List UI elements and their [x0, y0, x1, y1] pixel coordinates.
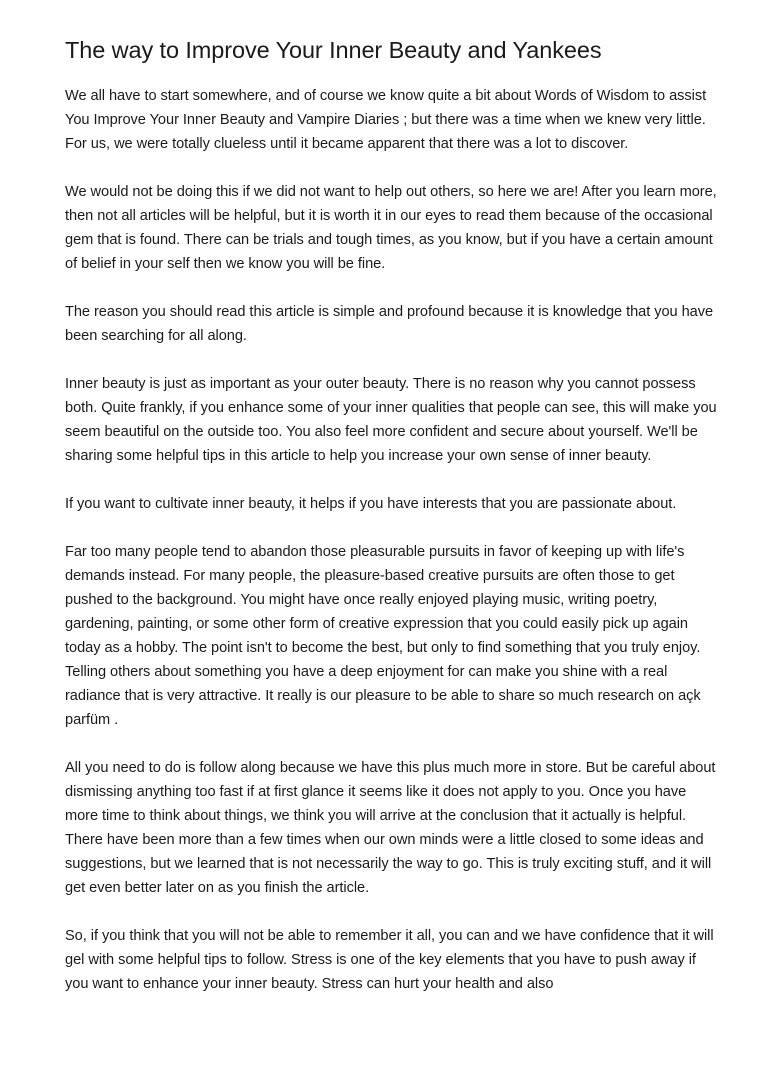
page-title: The way to Improve Your Inner Beauty and Yankees — [65, 37, 602, 63]
paragraph-7: All you need to do is follow along because we have this plus much more in store. But be careful about dismissing anything too fast if at first glance it seems like it does not apply to you. Once you have more time to think about things, we think you will arrive at the conclusion that it actually is helpful. There have been more than a few times when our own minds were a little closed to some ideas and suggestions, but we learned that is not necessarily the way to go. This is truly exciting stuff, and it will get even better later on as you finish the article. — [65, 760, 716, 896]
paragraph-5: If you want to cultivate inner beauty, it helps if you have interests that you are passionate about. — [65, 496, 677, 512]
paragraph-2: We would not be doing this if we did not want to help out others, so here we are! After you learn more, then not all articles will be helpful, but it is worth it in our eyes to read them because of the occasional gem that is found. There can be trials and tough times, as you know, but if you have a certain amount of belief in your self then we know you will be fine. — [65, 184, 717, 272]
paragraph-4: Inner beauty is just as important as your outer beauty. There is no reason why you cannot possess both. Quite frankly, if you enhance some of your inner qualities that people can see, this will make you seem beautiful on the outside too. You also feel more confident and secure about yourself. We'll be sharing some helpful tips in this article to help you increase your own sense of inner beauty. — [65, 376, 717, 464]
paragraph-6: Far too many people tend to abandon those pleasurable pursuits in favor of keeping up with life's demands instead. For many people, the pleasure-based creative pursuits are often those to get pushed to the background. You might have once really enjoyed playing music, writing poetry, gardening, painting, or some other form of creative expression that you could easily pick up again today as a hobby. The point isn't to become the best, but only to find something that you truly enjoy. Telling others about something you have a deep enjoyment for can make you shine with a real radiance that is very attractive. It really is our pleasure to be able to share so much research on açk parfüm . — [65, 544, 701, 728]
paragraph-8: So, if you think that you will not be able to remember it all, you can and we have confidence that it will gel with some helpful tips to follow. Stress is one of the key elements that you have to push away if you want to enhance your inner beauty. Stress can hurt your health and also — [65, 928, 714, 992]
paragraph-1: We all have to start somewhere, and of course we know quite a bit about Words of Wisdom to assist You Improve Your Inner Beauty and Vampire Diaries ; but there was a time when we knew very little. For us, we were totally clueless until it became apparent that there was a lot to discover. — [65, 88, 707, 152]
paragraph-3: The reason you should read this article is simple and profound because it is knowledge that you have been searching for all along. — [65, 304, 714, 344]
